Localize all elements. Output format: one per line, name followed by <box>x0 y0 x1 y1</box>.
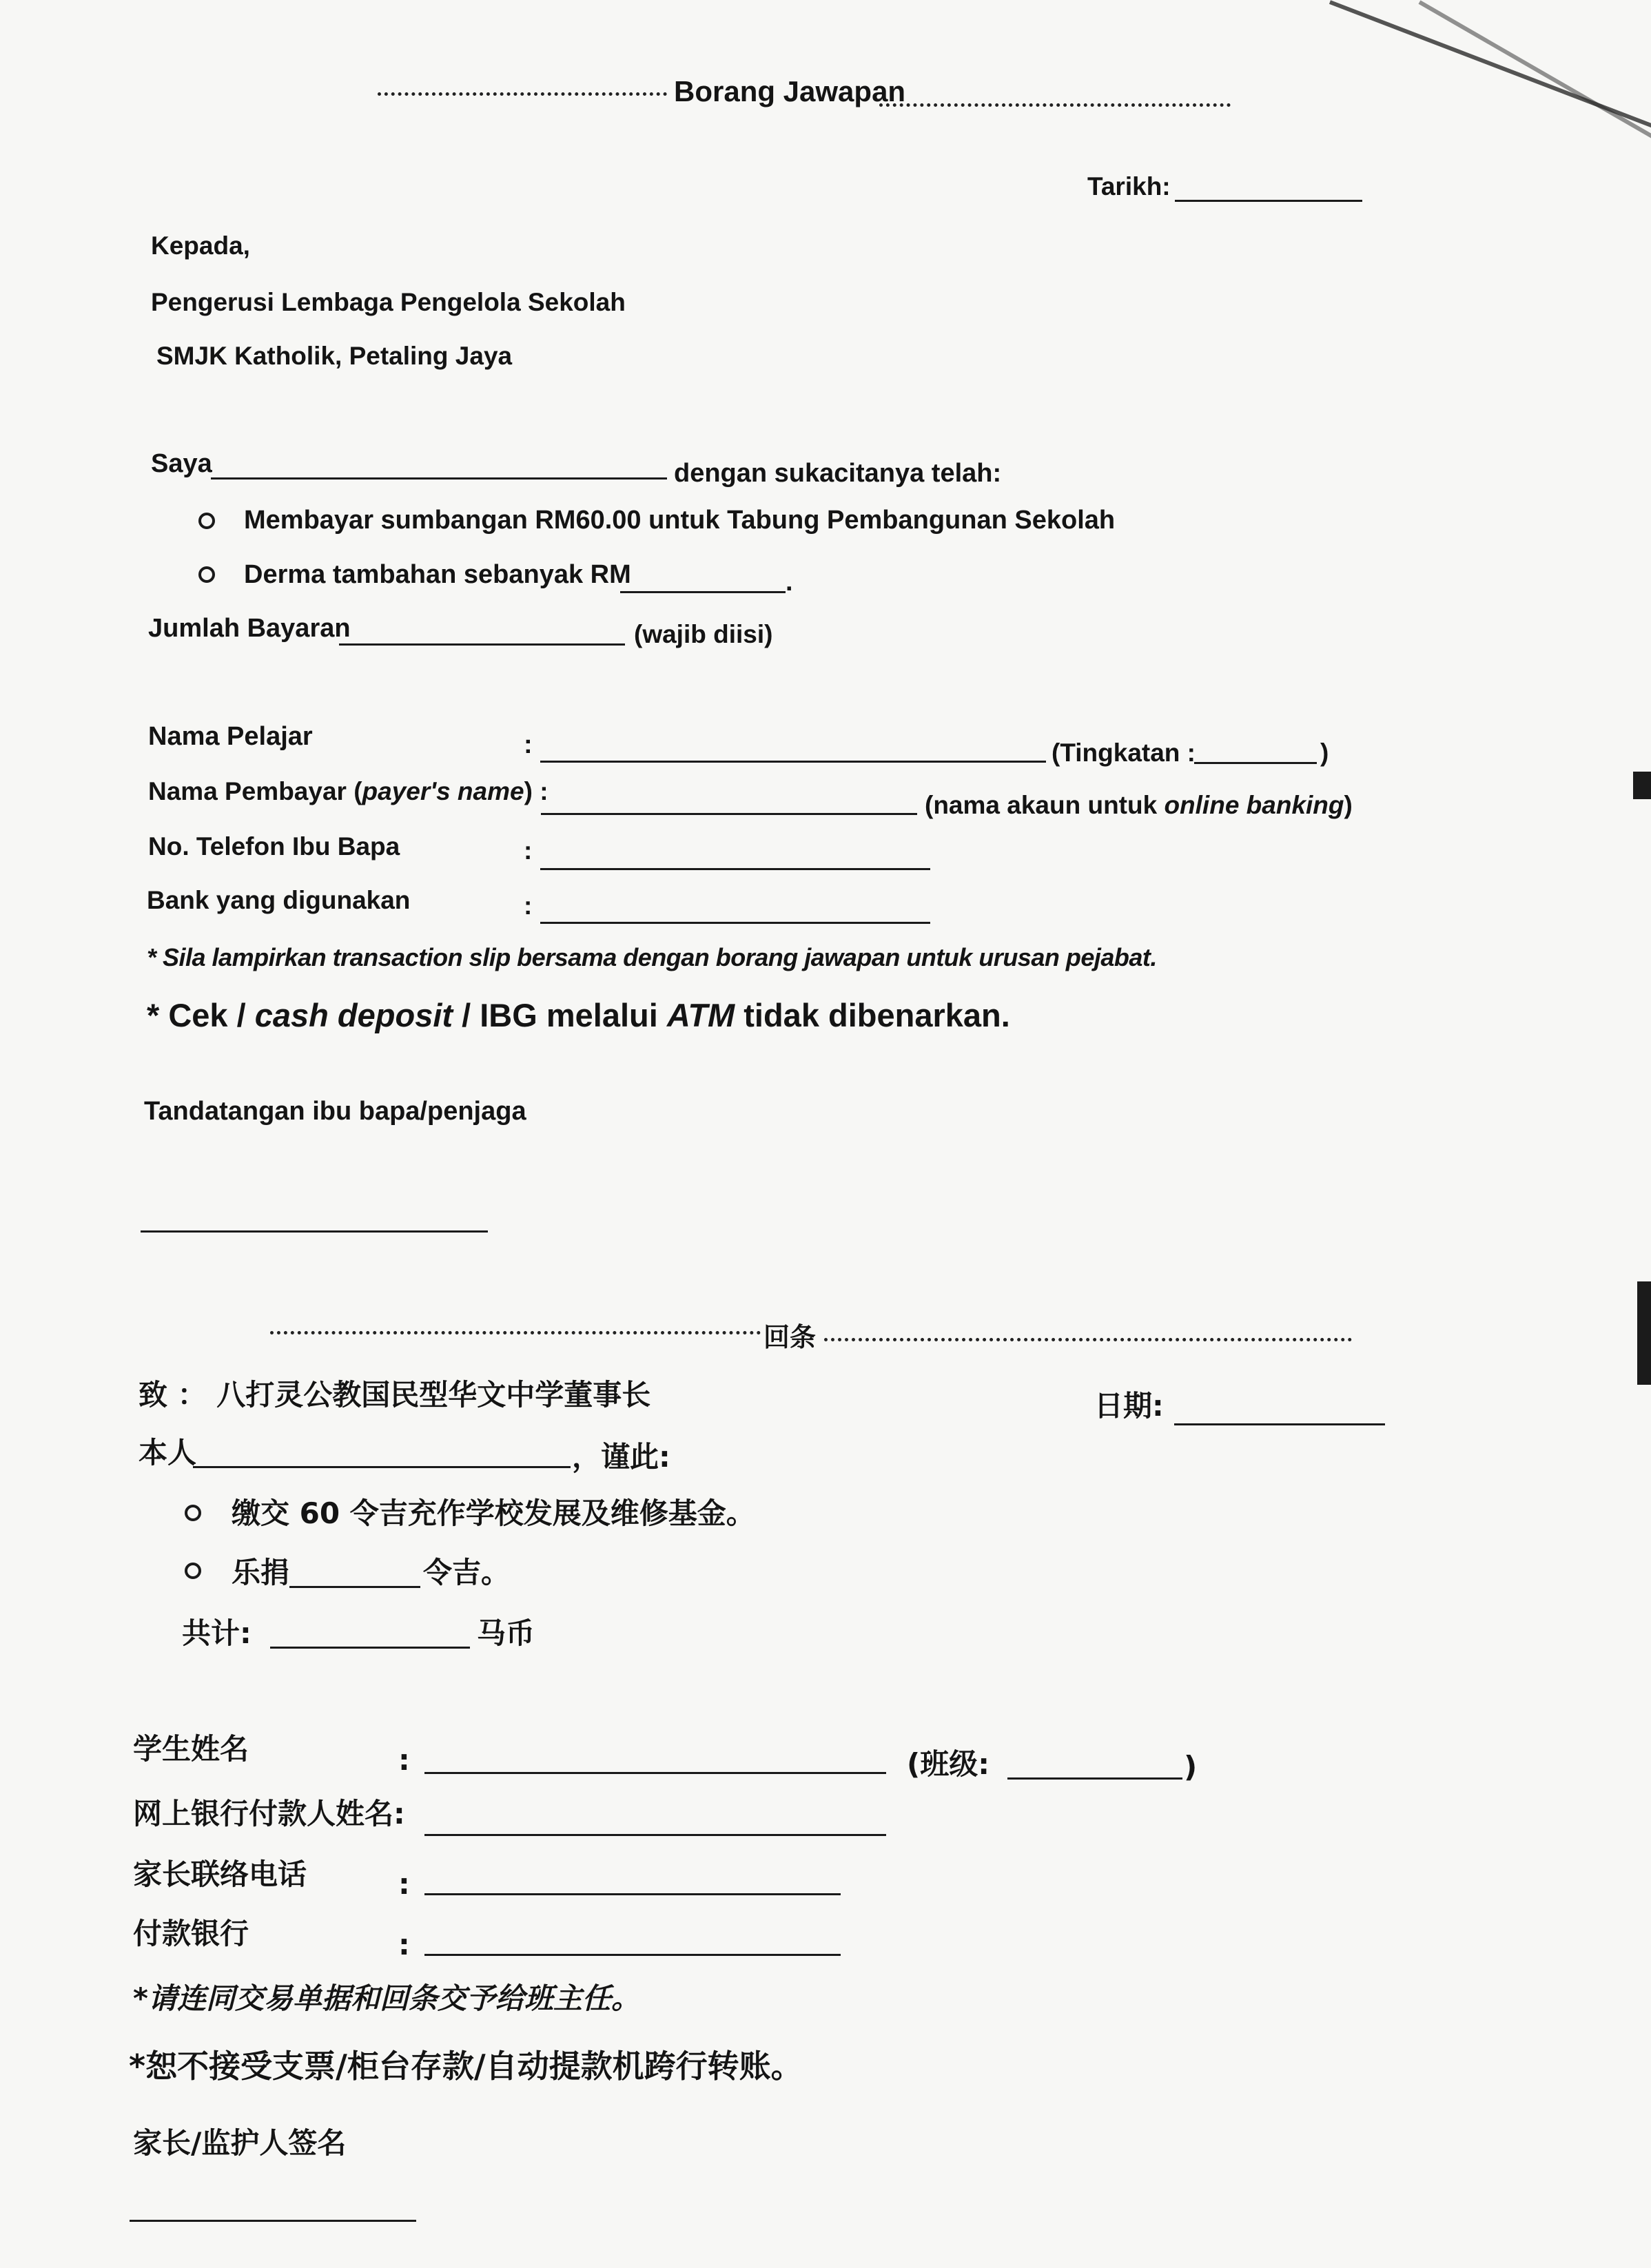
payer-note-text: (nama akaun untuk <box>925 791 1165 819</box>
date-field[interactable] <box>1175 200 1362 202</box>
payer-label-italic: payer's name <box>362 777 524 805</box>
option-1-text: Membayar sumbangan RM60.00 untuk Tabung Pembangunan Sekolah <box>244 506 1116 535</box>
bank-field[interactable] <box>540 922 930 924</box>
student-name-label: Nama Pelajar <box>148 722 313 751</box>
cn-class-label: (班级: <box>907 1747 989 1781</box>
cn-date-label: 日期: <box>1094 1389 1164 1423</box>
note-2-c: / IBG melalui <box>453 997 667 1033</box>
scan-streak <box>1419 0 1651 141</box>
option-1-radio[interactable] <box>198 513 215 529</box>
saya-label: Saya <box>151 449 212 478</box>
note-transaction-slip: * Sila lampirkan transaction slip bersama dengan borang jawapan untuk urusan pejabat. <box>147 943 1157 971</box>
cn-total-label: 共计: <box>182 1616 252 1650</box>
note-2-e: tidak dibenarkan. <box>735 997 1010 1033</box>
total-label: Jumlah Bayaran <box>148 614 351 643</box>
name-field[interactable] <box>211 477 667 480</box>
phone-field[interactable] <box>540 868 930 870</box>
payer-name-label <box>148 779 548 804</box>
date-label: Tarikh: <box>1087 172 1171 200</box>
cn-class-close: ) <box>1184 1750 1198 1784</box>
cn-phone-colon: : <box>398 1867 410 1901</box>
cn-recipient: 致 ： 八打灵公教国民型华文中学董事长 <box>139 1378 651 1412</box>
form-close: ) <box>1320 739 1329 767</box>
cn-signature-line[interactable] <box>130 2220 416 2222</box>
payer-label-text: Nama Pembayar ( <box>148 777 362 805</box>
saya-suffix: dengan sukacitanya telah: <box>674 459 1002 488</box>
chinese-title: 回条 <box>763 1322 817 1352</box>
cn-option-2-radio[interactable] <box>185 1563 201 1579</box>
student-name-field[interactable] <box>540 761 1046 763</box>
donation-field[interactable] <box>620 591 786 593</box>
cn-date-field[interactable] <box>1174 1423 1385 1425</box>
recipient-heading: Kepada, <box>151 231 250 260</box>
cn-student-field[interactable] <box>424 1772 886 1774</box>
bank-colon: : <box>524 891 533 920</box>
phone-label: No. Telefon Ibu Bapa <box>148 832 400 860</box>
malay-title: Borang Jawapan <box>674 75 906 107</box>
payer-note-end: ) <box>1344 791 1353 819</box>
note-2-a: * Cek / <box>147 997 255 1033</box>
cn-note-transaction-slip: *请连同交易单据和回条交予给班主任。 <box>133 1981 640 2015</box>
total-note: (wajib diisi) <box>634 620 773 648</box>
student-name-colon: : <box>524 730 533 759</box>
cn-option-2-end: 令吉。 <box>423 1556 511 1589</box>
cn-option-1-radio[interactable] <box>185 1505 201 1521</box>
cn-signature-label: 家长/监护人签名 <box>133 2126 347 2160</box>
cn-bank-colon: : <box>398 1928 410 1961</box>
cn-donation-field[interactable] <box>289 1586 420 1588</box>
cn-payer-field[interactable] <box>424 1834 886 1836</box>
option-2-radio[interactable] <box>198 566 215 583</box>
signature-line[interactable] <box>141 1230 488 1233</box>
cn-bank-field[interactable] <box>424 1954 841 1956</box>
note-payment-restriction <box>147 999 1010 1031</box>
cn-student-colon: : <box>398 1743 410 1777</box>
cn-title-dots-left <box>270 1331 761 1334</box>
cn-phone-label: 家长联络电话 <box>133 1857 307 1891</box>
option-2-text: Derma tambahan sebanyak RM <box>244 560 631 589</box>
cn-option-1-text: 缴交 60 令吉充作学校发展及维修基金。 <box>232 1496 755 1530</box>
cn-bank-label: 付款银行 <box>133 1917 249 1950</box>
scan-edge-mark <box>1633 772 1651 799</box>
phone-colon: : <box>524 836 533 865</box>
total-field[interactable] <box>339 643 625 646</box>
option-2-end: . <box>786 568 793 597</box>
form-field[interactable] <box>1194 762 1317 764</box>
cn-total-unit: 马币 <box>477 1616 535 1650</box>
cn-student-label: 学生姓名 <box>133 1732 249 1766</box>
cn-payer-label: 网上银行付款人姓名: <box>133 1797 405 1831</box>
cn-phone-field[interactable] <box>424 1893 841 1895</box>
scan-edge-mark <box>1637 1281 1651 1385</box>
payer-note-italic: online banking <box>1164 791 1344 819</box>
payer-name-field[interactable] <box>541 813 917 815</box>
cn-me-label: 本人 <box>139 1436 197 1470</box>
cn-me-suffix: ，谨此: <box>572 1440 670 1474</box>
cn-option-2-text: 乐捐 <box>232 1556 290 1589</box>
cn-total-field[interactable] <box>270 1647 470 1649</box>
bank-label: Bank yang digunakan <box>147 886 411 914</box>
scan-streak <box>1329 0 1651 132</box>
payer-note <box>925 792 1353 818</box>
note-2-d: ATM <box>666 997 735 1033</box>
cn-title-dots-right <box>824 1338 1352 1341</box>
payer-label-end: ) : <box>524 777 548 805</box>
note-2-b: cash deposit <box>254 997 453 1033</box>
title-dots-right <box>879 103 1231 107</box>
cn-note-payment-restriction: *恕不接受支票/柜台存款/自动提款机跨行转账。 <box>129 2048 803 2085</box>
recipient-line-1: Pengerusi Lembaga Pengelola Sekolah <box>151 288 626 316</box>
cn-name-field[interactable] <box>193 1466 571 1468</box>
form-label: (Tingkatan : <box>1052 739 1196 767</box>
cn-class-field[interactable] <box>1007 1777 1182 1780</box>
title-dots-left <box>378 92 667 96</box>
signature-label: Tandatangan ibu bapa/penjaga <box>144 1097 526 1126</box>
recipient-line-2: SMJK Katholik, Petaling Jaya <box>156 342 513 370</box>
